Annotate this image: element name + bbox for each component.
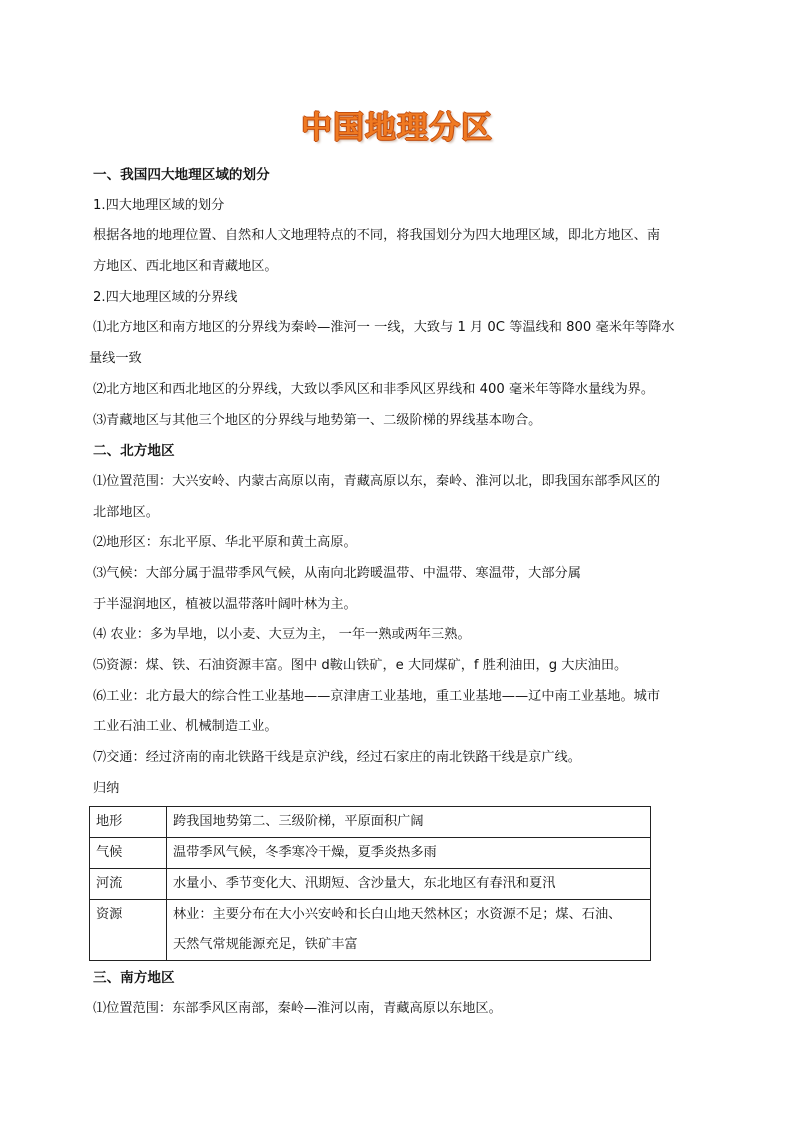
- table-cell-line: 林业：主要分布在大小兴安岭和长白山地天然林区；水资源不足；煤、石油、: [173, 907, 622, 923]
- paragraph-line: ⑴北方地区和南方地区的分界线为秦岭—淮河一 一线，大致与 1 月 0C 等温线和 800 毫米年等降水: [93, 320, 675, 336]
- paragraph-line: 工业石油工业、机械制造工业。: [93, 719, 278, 735]
- paragraph-line: ⑵地形区：东北平原、华北平原和黄土高原。: [93, 535, 357, 551]
- document-body: [89, 160, 705, 1025]
- paragraph-line: ⑷ 农业：多为旱地，以小麦、大豆为主， 一年一熟或两年三熟。: [93, 627, 471, 643]
- table-cell-value: 水量小、季节变化大、汛期短、含沙量大，东北地区有春汛和夏汛: [167, 869, 651, 900]
- paragraph-line: ⑴位置范围：东部季风区南部，秦岭—淮河以南，青藏高原以东地区。: [93, 1001, 502, 1017]
- paragraph-line: 方地区、西北地区和青藏地区。: [93, 259, 278, 275]
- paragraph-line: ⑸资源：煤、铁、石油资源丰富。图中 d鞍山铁矿，e 大同煤矿，f 胜利油田，g 大庆油田。: [93, 658, 628, 673]
- paragraph-line: 于半湿润地区，植被以温带落叶阔叶林为主。: [93, 596, 357, 612]
- paragraph-line: ⑴位置范围：大兴安岭、内蒙古高原以南，青藏高原以东，秦岭、淮河以北，即我国东部季风区的: [93, 473, 661, 489]
- paragraph-line: ⑺交通：经过济南的南北铁路干线是京沪线，经过石家庄的南北铁路干线是京广线。: [93, 750, 581, 766]
- paragraph-line: ⑶青藏地区与其他三个地区的分界线与地势第一、二级阶梯的界线基本吻合。: [93, 412, 542, 428]
- section-heading-2: 二、北方地区: [93, 443, 175, 460]
- table-cell-value: [167, 900, 651, 961]
- page-title: 中国地理分区: [301, 110, 493, 146]
- paragraph-line: ⑹工业：北方最大的综合性工业基地——京津唐工业基地，重工业基地——辽中南工业基地。城市: [93, 688, 661, 704]
- table-row: [90, 807, 651, 838]
- paragraph-line: 1.四大地理区域的划分: [93, 197, 225, 213]
- paragraph-line: ⑶气候：大部分属于温带季风气候，从南向北跨暖温带、中温带、寒温带，大部分属: [93, 565, 581, 581]
- paragraph-line: ⑵北方地区和西北地区的分界线，大致以季风区和非季风区界线和 400 毫米年等降水量线为界。: [93, 381, 655, 397]
- table-cell-key: 地形: [90, 807, 167, 838]
- summary-label: 归纳: [93, 780, 120, 796]
- table-row: [90, 838, 651, 869]
- table-row: [90, 869, 651, 900]
- table-row: [90, 900, 651, 961]
- section-heading-3: 三、南方地区: [93, 970, 175, 987]
- table-cell-key: 河流: [90, 869, 167, 900]
- table-cell-value: 跨我国地势第二、三级阶梯，平原面积广阔: [167, 807, 651, 838]
- table-cell-value: 温带季风气候，冬季寒冷干燥，夏季炎热多雨: [167, 838, 651, 869]
- paragraph-line: 北部地区。: [93, 504, 159, 520]
- section-heading-1: 一、我国四大地理区域的划分: [93, 167, 270, 183]
- paragraph-line: 根据各地的地理位置、自然和人文地理特点的不同，将我国划分为四大地理区域，即北方地区、南: [93, 228, 661, 244]
- summary-table: [89, 806, 651, 961]
- paragraph-line: 2.四大地理区域的分界线: [93, 289, 238, 305]
- table-cell-key: 气候: [90, 838, 167, 869]
- table-cell-key: 资源: [90, 900, 167, 961]
- paragraph-line: 量线一致: [89, 351, 142, 367]
- table-cell-line: 天然气常规能源充足，铁矿丰富: [173, 937, 358, 953]
